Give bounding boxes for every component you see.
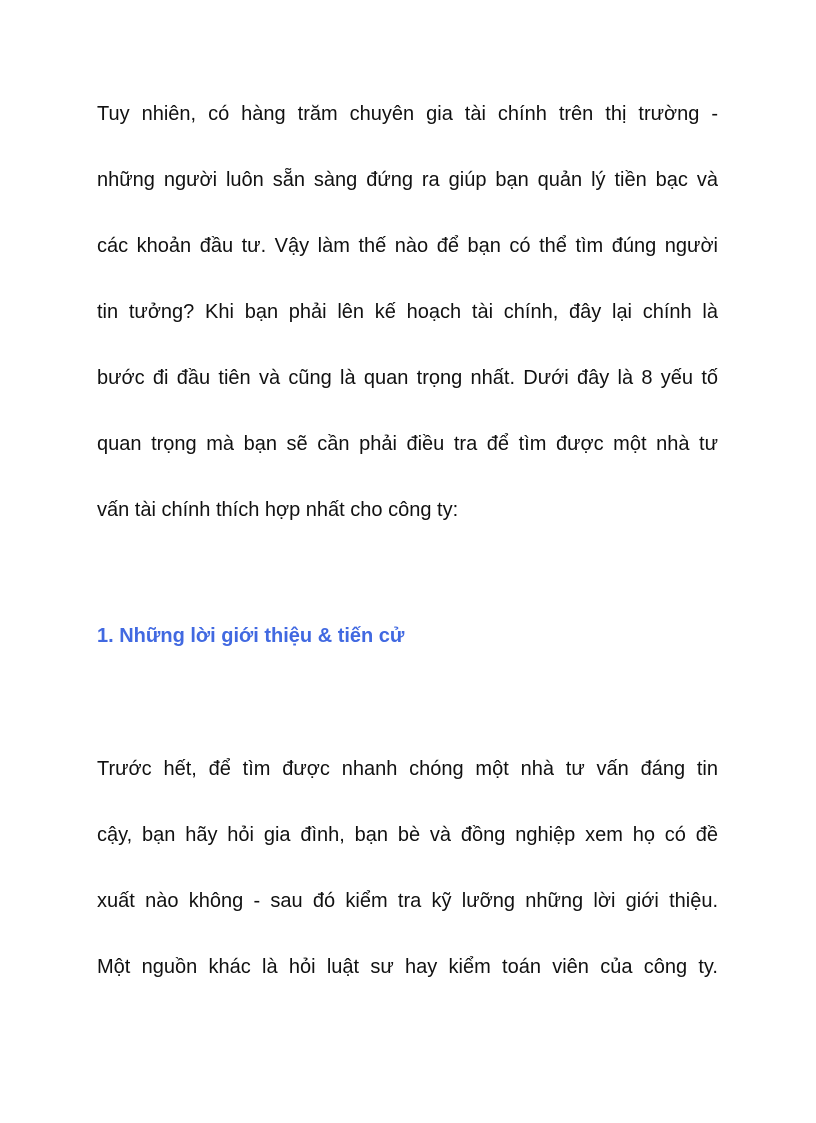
paragraph-line: quan trọng mà bạn sẽ cần phải điều tra để tìm được một nhà tư — [97, 433, 718, 455]
paragraph-line: cậy, bạn hãy hỏi gia đình, bạn bè và đồng nghiệp xem họ có đề — [97, 824, 718, 846]
paragraph-line: tin tưởng? Khi bạn phải lên kế hoạch tài chính, đây lại chính là — [97, 301, 718, 323]
paragraph-line: Tuy nhiên, có hàng trăm chuyên gia tài chính trên thị trường - — [97, 103, 718, 125]
paragraph-intro — [97, 100, 718, 562]
paragraph-line: vấn tài chính thích hợp nhất cho công ty: — [97, 499, 459, 521]
paragraph-referrals — [97, 755, 718, 1019]
paragraph-line: xuất nào không - sau đó kiểm tra kỹ lưỡng những lời giới thiệu. — [97, 890, 718, 912]
paragraph-line: Trước hết, để tìm được nhanh chóng một nhà tư vấn đáng tin — [97, 758, 718, 780]
section-heading: 1. Những lời giới thiệu & tiến cử — [97, 625, 405, 647]
paragraph-line: bước đi đầu tiên và cũng là quan trọng nhất. Dưới đây là 8 yếu tố — [97, 367, 718, 389]
paragraph-line: những người luôn sẵn sàng đứng ra giúp bạn quản lý tiền bạc và — [97, 169, 718, 191]
paragraph-line: Một nguồn khác là hỏi luật sư hay kiểm toán viên của công ty. — [97, 956, 718, 978]
paragraph-line: các khoản đầu tư. Vậy làm thế nào để bạn có thể tìm đúng người — [97, 235, 718, 257]
